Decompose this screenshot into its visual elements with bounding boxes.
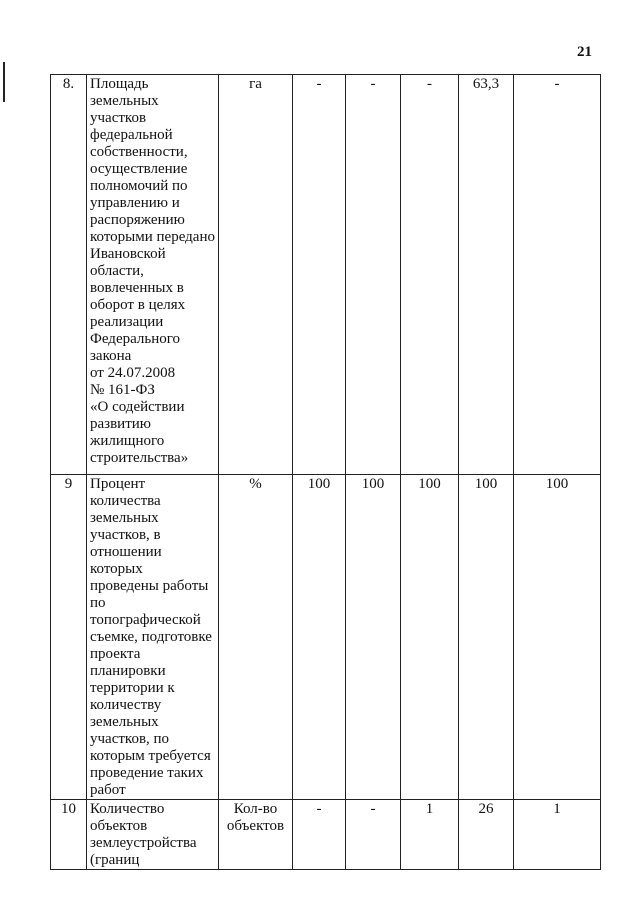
row-number: 8. bbox=[51, 75, 87, 475]
value-cell: 100 bbox=[459, 475, 514, 800]
unit-cell: га bbox=[219, 75, 293, 475]
value-cell: - bbox=[514, 75, 601, 475]
value-cell: - bbox=[401, 75, 459, 475]
value-cell: 1 bbox=[514, 800, 601, 870]
value-cell: - bbox=[293, 75, 346, 475]
value-cell: 100 bbox=[401, 475, 459, 800]
unit-cell: % bbox=[219, 475, 293, 800]
row-number: 10 bbox=[51, 800, 87, 870]
value-cell: - bbox=[346, 75, 401, 475]
table-row bbox=[51, 800, 601, 870]
indicator-description: Площадь земельных участков федеральной собственности, осуществление полномочий по управлению и распоряжению которыми передано Ивановской области, вовлеченных в оборот в целях реализации Федерального закона от 24.07.2008 № 161-ФЗ «О содействии развитию жилищного строительства» bbox=[87, 75, 219, 475]
page-number: 21 bbox=[577, 44, 592, 60]
value-cell: 63,3 bbox=[459, 75, 514, 475]
value-cell: - bbox=[293, 800, 346, 870]
value-cell: 1 bbox=[401, 800, 459, 870]
value-cell: 100 bbox=[346, 475, 401, 800]
value-cell: 100 bbox=[514, 475, 601, 800]
indicator-description: Процент количества земельных участков, в отношении которых проведены работы по топографической съемке, подготовке проекта планировки территории к количеству земельных участков, по которым требуется проведение таких работ bbox=[87, 475, 219, 800]
row-number: 9 bbox=[51, 475, 87, 800]
value-cell: 100 bbox=[293, 475, 346, 800]
indicator-description: Количество объектов землеустройства (границ bbox=[87, 800, 219, 870]
table-row bbox=[51, 75, 601, 475]
value-cell: - bbox=[346, 800, 401, 870]
unit-cell: Кол-во объектов bbox=[219, 800, 293, 870]
indicator-table bbox=[50, 74, 601, 870]
table-row bbox=[51, 475, 601, 800]
value-cell: 26 bbox=[459, 800, 514, 870]
margin-mark bbox=[3, 62, 5, 102]
